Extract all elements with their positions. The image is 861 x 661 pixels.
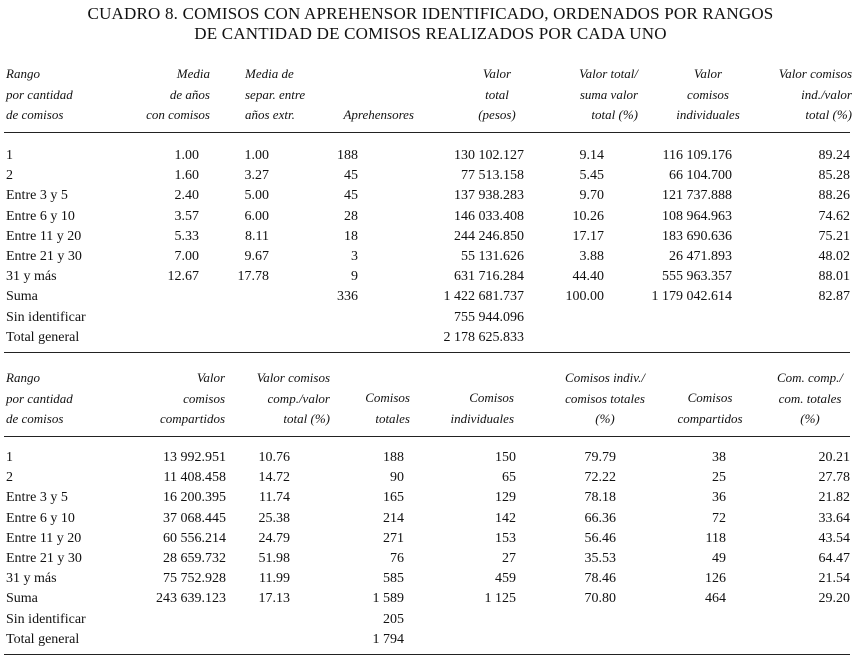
table-cell <box>199 287 294 307</box>
table-cell: 1.60 <box>174 168 199 184</box>
table-cell: 38 <box>712 450 726 466</box>
t1-header-media-anos: Media de años con comisos <box>146 66 210 122</box>
t1-header-rule <box>4 132 850 133</box>
table-cell <box>404 630 516 650</box>
table-cell: 89.24 <box>818 148 850 164</box>
table-cell: 72.22 <box>584 470 616 486</box>
table-row <box>4 569 850 589</box>
table-cell: 28 <box>344 208 358 224</box>
table-cell: Entre 21 y 30 <box>6 551 82 567</box>
table-cell: 26 471.893 <box>669 249 732 265</box>
table-cell <box>124 287 199 307</box>
table-cell: 755 944.096 <box>454 309 524 325</box>
table-cell: 555 963.357 <box>662 269 732 285</box>
table-cell: Suma <box>6 591 38 607</box>
table-cell: 2 <box>6 470 13 486</box>
table-cell: 142 <box>495 510 516 526</box>
table-cell: 146 033.408 <box>454 208 524 224</box>
table-cell: 55 131.626 <box>461 249 524 265</box>
table-cell: 116 109.176 <box>662 148 732 164</box>
table-row <box>4 529 850 549</box>
title-line-1: CUADRO 8. COMISOS CON APREHENSOR IDENTIFICADO, ORDENADOS POR RANGOS <box>87 4 774 23</box>
table-row <box>4 610 850 630</box>
table-cell: 76 <box>390 551 404 567</box>
t1-header-media-separ: Media de separ. entre años extr. <box>245 66 306 122</box>
table-cell <box>124 328 199 348</box>
table-title <box>0 4 861 44</box>
table-cell: 9.67 <box>244 249 269 265</box>
table-cell: 336 <box>337 289 358 305</box>
table-cell <box>516 630 656 650</box>
table-cell: 18 <box>344 228 358 244</box>
table-cell: 25 <box>712 470 726 486</box>
table-cell: 20.21 <box>818 450 850 466</box>
table-row <box>4 509 850 529</box>
table-cell: 214 <box>383 510 404 526</box>
title-line-2: DE CANTIDAD DE COMISOS REALIZADOS POR CADA UNO <box>194 24 667 43</box>
table-cell: 130 102.127 <box>454 148 524 164</box>
t2-header-valor-compartidos: Valor comisos compartidos <box>160 370 225 426</box>
table-cell <box>404 610 516 630</box>
table2-body <box>4 448 850 650</box>
table-row <box>4 247 850 267</box>
table-cell: 271 <box>383 530 404 546</box>
table-cell: 3.88 <box>579 249 604 265</box>
t1-header-valor-total-suma: Valor total/ suma valor total (%) <box>579 66 638 122</box>
t1-header-valor-total: Valor total (pesos) <box>478 66 516 122</box>
table-cell: Entre 11 y 20 <box>6 530 82 546</box>
table-cell: 66 104.700 <box>669 168 732 184</box>
table-cell <box>226 610 320 630</box>
table-cell: 78.46 <box>584 571 616 587</box>
table-cell <box>656 630 762 650</box>
table-cell: Entre 11 y 20 <box>6 228 82 244</box>
table-cell: 85.28 <box>818 168 850 184</box>
table-cell: 88.26 <box>818 188 850 204</box>
table-row <box>4 549 850 569</box>
table-cell: Suma <box>6 289 38 305</box>
table-row <box>4 308 850 328</box>
table-cell: 45 <box>344 188 358 204</box>
table-cell: Sin identificar <box>6 309 86 325</box>
table-cell: 188 <box>383 450 404 466</box>
table-cell: 21.54 <box>818 571 850 587</box>
table-cell: 14.72 <box>258 470 290 486</box>
table-cell <box>656 610 762 630</box>
table-cell <box>762 328 850 348</box>
table-cell: 118 <box>705 530 726 546</box>
table-cell: 37 068.445 <box>163 510 226 526</box>
table-cell: 1 589 <box>372 591 404 607</box>
table-cell: 17.17 <box>572 228 604 244</box>
table-cell: 11 408.458 <box>163 470 226 486</box>
table-cell: 3 <box>351 249 358 265</box>
table-cell: 5.33 <box>174 228 199 244</box>
table-cell: 75 752.928 <box>163 571 226 587</box>
table-cell: 2 <box>6 168 13 184</box>
table-cell: Entre 3 y 5 <box>6 490 68 506</box>
table-cell: Sin identificar <box>6 611 86 627</box>
table-cell: 7.00 <box>174 249 199 265</box>
table-row <box>4 468 850 488</box>
t2-header-comp-pct: Com. comp./ com. totales (%) <box>776 370 844 426</box>
table-cell: 82.87 <box>818 289 850 305</box>
table-cell: 72 <box>712 510 726 526</box>
table-row <box>4 630 850 650</box>
table-cell: 21.82 <box>818 490 850 506</box>
table-cell: 1 <box>6 148 13 164</box>
table-cell: 78.18 <box>584 490 616 506</box>
table-cell: 65 <box>502 470 516 486</box>
table-row <box>4 166 850 186</box>
table-cell: 8.11 <box>245 228 269 244</box>
t2-header-rule <box>4 436 850 437</box>
table-cell: 27 <box>502 551 516 567</box>
table-cell: 35.53 <box>584 551 616 567</box>
t2-header-valor-comp-pct: Valor comisos comp./valor total (%) <box>256 370 330 426</box>
table-cell: 51.98 <box>258 551 290 567</box>
table-cell: 108 964.963 <box>662 208 732 224</box>
t1-bottom-rule <box>4 352 850 353</box>
table-cell: 2 178 625.833 <box>443 329 524 345</box>
t2-header-comisos-totales: Comisos totales <box>365 390 410 426</box>
table-cell: 17.78 <box>237 269 269 285</box>
table-cell: 165 <box>383 490 404 506</box>
table-row <box>4 448 850 468</box>
table-cell: 9.14 <box>579 148 604 164</box>
table1-body <box>4 146 850 348</box>
table-cell: Entre 21 y 30 <box>6 249 82 265</box>
table-cell: 9 <box>351 269 358 285</box>
table-cell: Total general <box>6 631 80 647</box>
table-cell: 100.00 <box>565 289 604 305</box>
table-cell: 88.01 <box>818 269 850 285</box>
table-cell: 56.46 <box>584 530 616 546</box>
table-cell: 11.99 <box>259 571 290 587</box>
table-cell: 121 737.888 <box>662 188 732 204</box>
table-cell: 244 246.850 <box>454 228 524 244</box>
table-cell: 13 992.951 <box>163 450 226 466</box>
table-cell: 6.00 <box>244 208 269 224</box>
table-cell: 585 <box>383 571 404 587</box>
table-cell: 126 <box>705 571 726 587</box>
table-cell: 45 <box>344 168 358 184</box>
table-cell: 137 938.283 <box>454 188 524 204</box>
table-cell <box>226 630 320 650</box>
table-cell <box>762 610 850 630</box>
table-cell: 3.57 <box>174 208 199 224</box>
t1-header-valor-comisos-ind: Valor comisos individuales <box>676 66 740 122</box>
table-cell: 464 <box>705 591 726 607</box>
t2-bottom-rule <box>4 654 850 655</box>
table-cell: 49 <box>712 551 726 567</box>
table-cell: 183 690.636 <box>662 228 732 244</box>
table-cell: 60 556.214 <box>163 530 226 546</box>
table-cell: 1.00 <box>244 148 269 164</box>
table-cell: 243 639.123 <box>156 591 226 607</box>
table-row <box>4 207 850 227</box>
table-cell <box>762 308 850 328</box>
table-cell: 2.40 <box>174 188 199 204</box>
table-cell <box>624 328 762 348</box>
table-row <box>4 227 850 247</box>
table-cell: 33.64 <box>818 510 850 526</box>
table-cell: 75.21 <box>818 228 850 244</box>
table-cell <box>536 328 624 348</box>
table-cell: 12.67 <box>167 269 199 285</box>
table-cell: 16 200.395 <box>163 490 226 506</box>
table-cell <box>199 328 294 348</box>
table-cell <box>124 308 199 328</box>
table-cell: 129 <box>495 490 516 506</box>
table-cell: 153 <box>495 530 516 546</box>
table-cell <box>124 610 226 630</box>
table-cell: 31 y más <box>6 571 57 587</box>
table-cell: 1 125 <box>484 591 516 607</box>
table-cell: 205 <box>383 611 404 627</box>
table-row <box>4 186 850 206</box>
table-cell: 43.54 <box>818 530 850 546</box>
table-cell <box>624 308 762 328</box>
t2-header-indiv-pct: Comisos indiv./ comisos totales (%) <box>565 370 645 426</box>
table-cell: 70.80 <box>584 591 616 607</box>
table-cell <box>536 308 624 328</box>
table-cell: 1 179 042.614 <box>651 289 732 305</box>
table-cell: Entre 6 y 10 <box>6 510 75 526</box>
table-cell: Entre 3 y 5 <box>6 188 68 204</box>
table-cell: 1 <box>6 450 13 466</box>
table-cell: 5.45 <box>579 168 604 184</box>
table-cell: 188 <box>337 148 358 164</box>
t2-header-rango: Rango por cantidad de comisos <box>6 370 73 426</box>
table-cell: 79.79 <box>584 450 616 466</box>
table-row <box>4 287 850 307</box>
table-cell: 5.00 <box>244 188 269 204</box>
table-row <box>4 488 850 508</box>
table-cell: 25.38 <box>258 510 290 526</box>
table-cell: 28 659.732 <box>163 551 226 567</box>
table-cell <box>762 630 850 650</box>
table-cell: 66.36 <box>584 510 616 526</box>
table-cell: 74.62 <box>818 208 850 224</box>
table-row <box>4 267 850 287</box>
table-cell <box>199 308 294 328</box>
table-cell <box>124 630 226 650</box>
table-cell: Total general <box>6 329 80 345</box>
table-cell: 29.20 <box>818 591 850 607</box>
table-cell: 459 <box>495 571 516 587</box>
table-row <box>4 146 850 166</box>
table-cell: 64.47 <box>818 551 850 567</box>
table-cell: Entre 6 y 10 <box>6 208 75 224</box>
t1-header-rango: Rango por cantidad de comisos <box>6 66 73 122</box>
t1-header-aprehensores: Aprehensores <box>343 107 414 122</box>
table-cell: 11.74 <box>259 490 290 506</box>
table-cell: 3.27 <box>244 168 269 184</box>
table-cell: 150 <box>495 450 516 466</box>
table-cell <box>516 610 656 630</box>
t2-header-comisos-individuales: Comisos individuales <box>450 390 514 426</box>
table-row <box>4 328 850 348</box>
table-cell <box>294 328 388 348</box>
table-cell: 44.40 <box>572 269 604 285</box>
table-cell: 77 513.158 <box>461 168 524 184</box>
table-cell: 31 y más <box>6 269 57 285</box>
table-cell: 17.13 <box>258 591 290 607</box>
table-cell: 10.26 <box>572 208 604 224</box>
table-cell: 24.79 <box>258 530 290 546</box>
t2-header-comisos-compartidos: Comisos compartidos <box>677 390 743 426</box>
table-cell: 9.70 <box>579 188 604 204</box>
table-cell: 1.00 <box>174 148 199 164</box>
table-cell: 10.76 <box>258 450 290 466</box>
table-cell: 1 794 <box>372 631 404 647</box>
table-cell: 90 <box>390 470 404 486</box>
table-cell: 631 716.284 <box>454 269 524 285</box>
table-cell <box>294 308 388 328</box>
t1-header-valor-comisos-pct: Valor comisos ind./valor total (%) <box>778 66 852 122</box>
table-cell: 27.78 <box>818 470 850 486</box>
table-cell: 36 <box>712 490 726 506</box>
table-cell: 1 422 681.737 <box>443 289 524 305</box>
table-cell: 48.02 <box>818 249 850 265</box>
table-row <box>4 589 850 609</box>
